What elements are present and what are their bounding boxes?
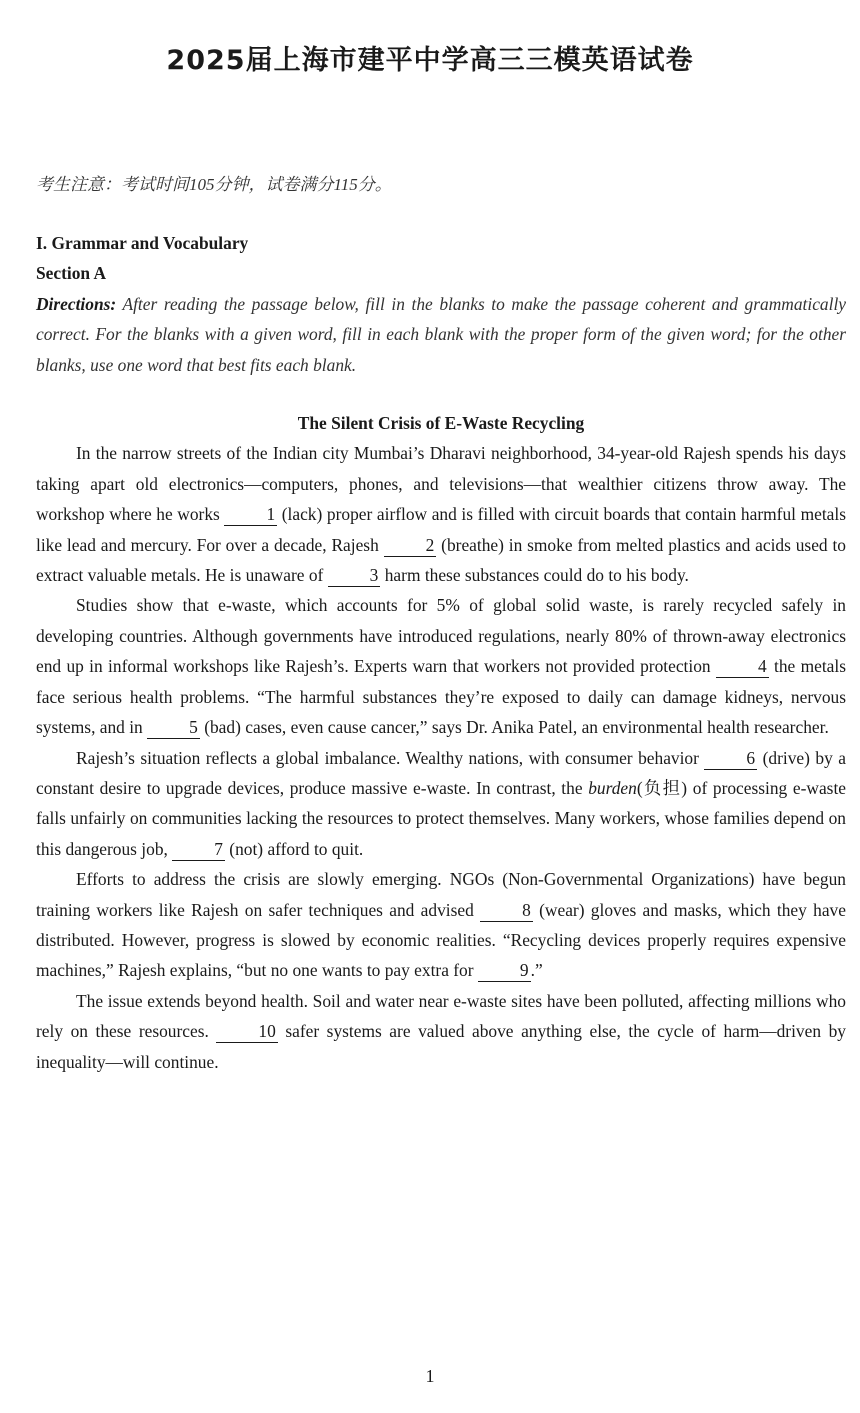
directions-label: Directions: [36, 293, 117, 314]
blank-9[interactable]: 9 [478, 959, 531, 982]
directions [36, 289, 846, 380]
paragraph-4 [36, 864, 846, 986]
exam-notice: 考生注意：考试时间105分钟，试卷满分115分。 [36, 175, 392, 194]
paragraph-text: of processing e-waste falls unfairly on communities lacking the resources to protect themselves. Many workers, whose families depend on this dangerous job, [36, 777, 847, 859]
paragraph-text: Rajesh’s situation reflects a global imbalance. Wealthy nations, with consumer behavior [76, 747, 699, 768]
section-subheading: Section A [36, 263, 107, 284]
blank-2[interactable]: 2 [384, 534, 437, 557]
section-heading: I. Grammar and Vocabulary [36, 233, 249, 253]
burden-word: burden [588, 777, 637, 798]
paragraph-text: The issue extends beyond health. Soil and water near e-waste sites have been polluted, affecting millions who rely on these resources. [36, 990, 846, 1042]
directions-text: After reading the passage below, fill in the blanks to make the passage coherent and grammatically correct. For the blanks with a given word, fill in each blank with the proper form of the given word; for the other blanks, use one word that best fits each blank. [36, 293, 846, 375]
blank-5[interactable]: 5 [147, 716, 200, 739]
paragraph-text: Efforts to address the crisis are slowly emerging. NGOs (Non-Governmental Organizations) have begun training workers like Rajesh on safer techniques and advised [36, 869, 846, 920]
paragraph-text: (drive) by a constant desire to upgrade devices, produce massive e-waste. In contrast, the [36, 747, 846, 798]
exam-content [36, 228, 846, 1077]
blank-10[interactable]: 10 [216, 1020, 277, 1043]
page-title: 2025届上海市建平中学高三三模英语试卷 [166, 45, 694, 76]
paragraph-text: harm these substances could do to his body. [384, 565, 689, 586]
blank-3[interactable]: 3 [328, 564, 381, 587]
paragraph-3 [36, 743, 846, 865]
paragraph-text: (wear) gloves and masks, which they have distributed. However, progress is slowed by economic realities. “Recycling devices properly requires expensive machines,” Rajesh explains, “but no one wants to pay extra for [36, 899, 846, 981]
paragraph-1 [36, 438, 846, 590]
passage-title: The Silent Crisis of E-Waste Recycling [297, 413, 585, 434]
paragraph-text: the metals face serious health problems. “The harmful substances they’re exposed to daily can damage kidneys, nervous systems, and in [36, 656, 846, 738]
blank-6[interactable]: 6 [704, 747, 757, 770]
paragraph-text: (breathe) in smoke from melted plastics and acids used to extract valuable metals. He is unaware of [36, 534, 846, 586]
paragraph-text: (lack) proper airflow and is filled with circuit boards that contain harmful metals like lead and mercury. For over a decade, Rajesh [36, 504, 846, 555]
blank-7[interactable]: 7 [172, 838, 225, 861]
paragraph-2 [36, 590, 846, 742]
burden-gloss: (负担) [636, 777, 688, 798]
paragraph-text: safer systems are valued above anything else, the cycle of harm—driven by inequality—will continue. [36, 1021, 846, 1072]
blank-1[interactable]: 1 [224, 503, 277, 526]
page-number: 1 [425, 1366, 435, 1386]
paragraph-text: Studies show that e-waste, which accounts for 5% of global solid waste, is rarely recycled safely in developing countries. Although governments have introduced regulations, nearly 80% of thrown-away electronics end up in informal workshops like Rajesh’s. Experts warn that workers not provided protection [36, 595, 846, 677]
paragraph-text: In the narrow streets of the Indian city Mumbai’s Dharavi neighborhood, 34-year-old Rajesh spends his days taking apart old electronics—computers, phones, and televisions—that wealthier citizens throw away. The workshop where he works [36, 443, 846, 525]
paragraph-text: (bad) cases, even cause cancer,” says Dr. Anika Patel, an environmental health researcher. [204, 717, 829, 738]
blank-8[interactable]: 8 [480, 899, 533, 922]
paragraph-text: .” [530, 960, 543, 981]
blank-4[interactable]: 4 [716, 655, 769, 678]
paragraph-text: (not) afford to quit. [229, 838, 364, 859]
paragraph-5 [36, 986, 846, 1077]
